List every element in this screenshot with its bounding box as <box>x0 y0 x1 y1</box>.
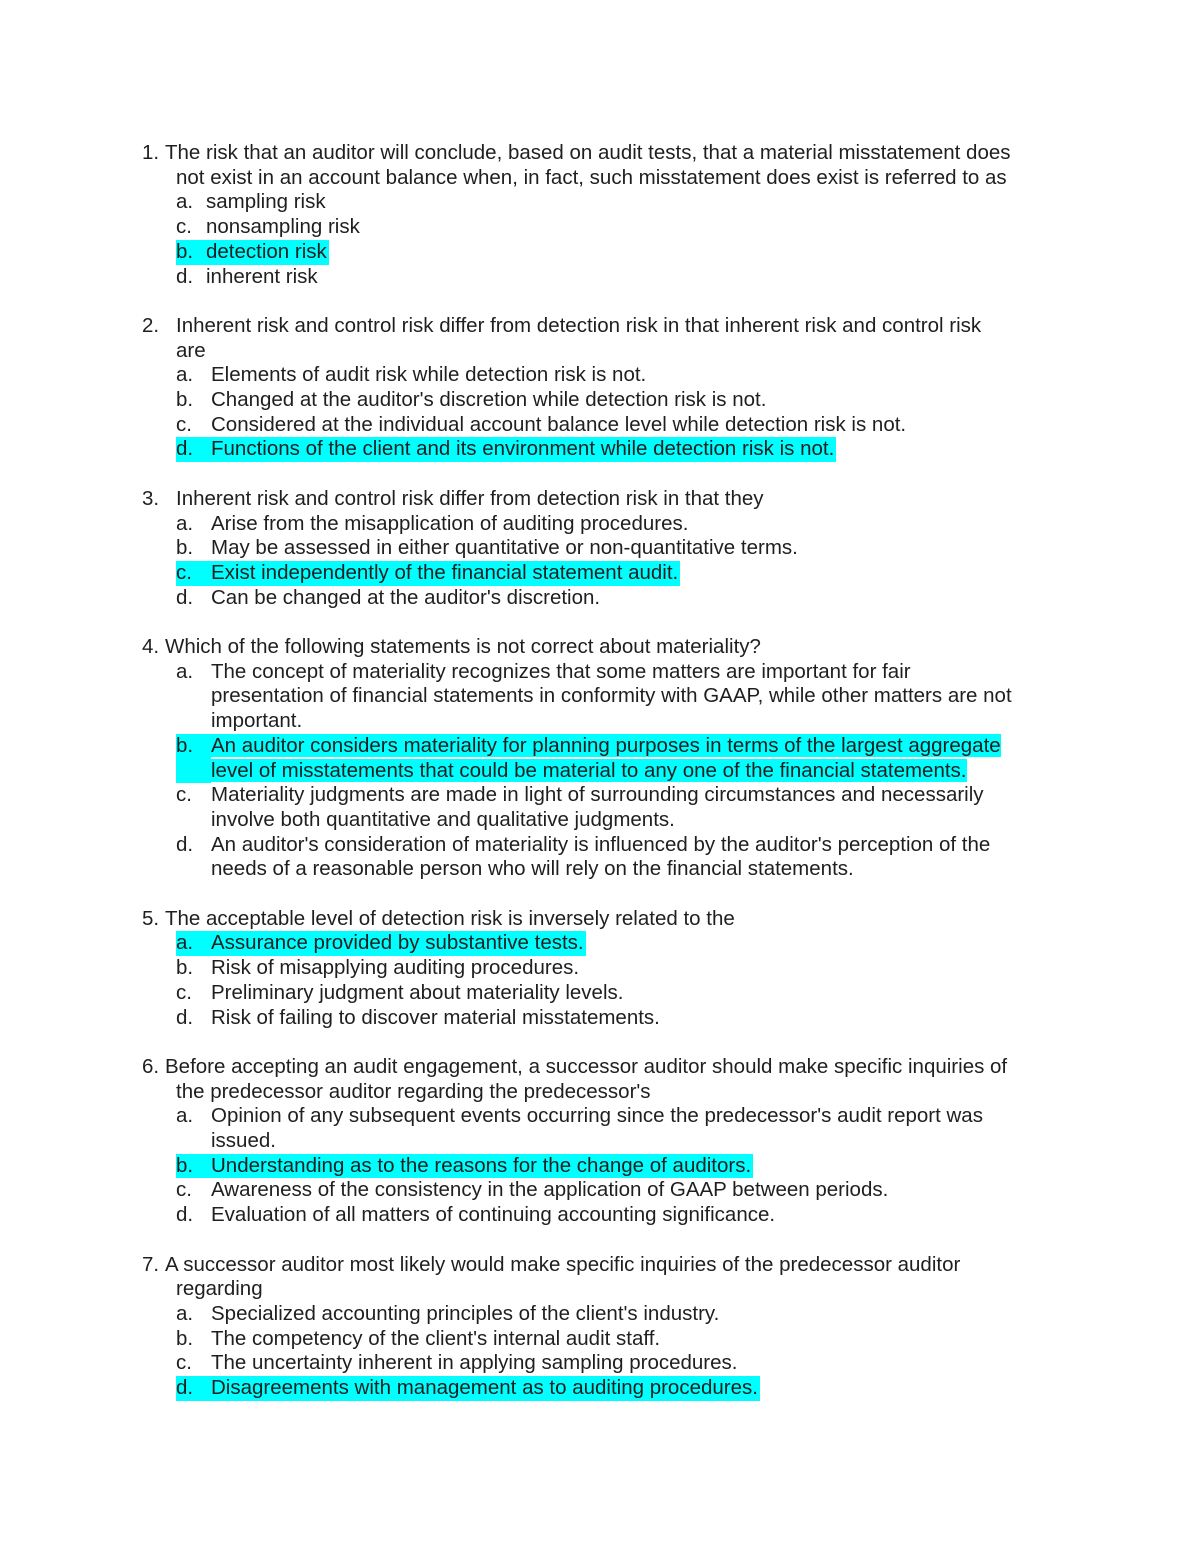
option-letter: c. <box>176 783 192 807</box>
option-letter: a. <box>176 659 194 683</box>
option-letter: c. <box>176 561 211 586</box>
option-text: Functions of the client and its environment while detection risk is not. <box>211 437 835 461</box>
option-text: Assurance provided by substantive tests. <box>211 931 584 955</box>
option-text <box>211 783 1072 832</box>
option-text: sampling risk <box>206 190 326 214</box>
option-text: Evaluation of all matters of continuing accounting significance. <box>211 1203 776 1227</box>
option-a <box>142 660 1072 734</box>
question-7 <box>142 1253 1072 1401</box>
question-2 <box>142 314 1072 462</box>
question-text-line: regarding <box>176 1277 263 1301</box>
option-d <box>142 586 1072 611</box>
option-text: Understanding as to the reasons for the change of auditors. <box>211 1153 752 1177</box>
option-text <box>211 734 1072 783</box>
option-letter: b. <box>176 388 194 412</box>
option-list <box>142 931 1072 1030</box>
option-letter: d. <box>176 585 194 609</box>
option-text <box>211 833 1072 882</box>
option-text <box>211 660 1072 734</box>
option-letter: b. <box>176 1154 211 1179</box>
question-number: 3. <box>142 486 160 510</box>
question-number: 6. <box>142 1054 160 1078</box>
option-text: The competency of the client's internal audit staff. <box>211 1326 661 1350</box>
option-text: Specialized accounting principles of the client's industry. <box>211 1301 720 1325</box>
option-letter: b. <box>176 536 194 560</box>
question-number: 7. <box>142 1252 160 1276</box>
option-c <box>142 215 1072 240</box>
option-text-line: An auditor's consideration of materiality is influenced by the auditor's perception of the <box>211 832 991 856</box>
option-letter: d. <box>176 1203 194 1227</box>
option-text-line: level of misstatements that could be material to any one of the financial statements. <box>211 758 967 782</box>
option-c <box>142 1351 1072 1376</box>
option-text-line: involve both quantitative and qualitative judgments. <box>211 807 675 831</box>
option-text-line: needs of a reasonable person who will rely on the financial statements. <box>211 857 854 881</box>
option-letter: c. <box>176 1351 192 1375</box>
option-list <box>142 1104 1072 1228</box>
option-a <box>142 190 1072 215</box>
option-letter: c. <box>176 1178 192 1202</box>
option-letter: a. <box>176 190 194 214</box>
question-text-line: not exist in an account balance when, in fact, such misstatement does exist is referred to as <box>176 165 1007 189</box>
option-text: Awareness of the consistency in the application of GAAP between periods. <box>211 1178 889 1202</box>
option-text: The uncertainty inherent in applying sampling procedures. <box>211 1351 738 1375</box>
option-letter: d. <box>176 264 194 288</box>
option-text: Exist independently of the financial statement audit. <box>211 560 679 584</box>
option-text-line: issued. <box>211 1129 276 1153</box>
question-text-line: The risk that an auditor will conclude, based on audit tests, that a material misstatement does <box>165 141 1011 164</box>
option-a <box>142 363 1072 388</box>
question-stem <box>142 1253 1072 1278</box>
question-text-line: The acceptable level of detection risk is inversely related to the <box>165 906 735 930</box>
option-d <box>142 1006 1072 1031</box>
option-text-line: The concept of materiality recognizes that some matters are important for fair <box>211 659 911 683</box>
option-b-correct-highlighted <box>142 1154 753 1179</box>
question-number: 2. <box>142 313 160 337</box>
question-5 <box>142 907 1072 1031</box>
option-a-correct-highlighted <box>142 931 586 956</box>
option-d-correct-highlighted <box>142 437 836 462</box>
option-c <box>142 981 1072 1006</box>
option-d-correct-highlighted <box>142 1376 760 1401</box>
question-stem <box>142 907 1072 932</box>
question-text-line: Inherent risk and control risk differ from detection risk in that they <box>176 486 764 510</box>
option-b <box>142 1327 1072 1352</box>
option-letter: d. <box>176 832 194 856</box>
question-3 <box>142 487 1072 611</box>
option-list <box>142 512 1072 611</box>
option-letter: b. <box>176 956 194 980</box>
option-list <box>142 1302 1072 1401</box>
question-1 <box>142 141 1072 289</box>
option-text: detection risk <box>206 239 327 263</box>
option-letter: c. <box>176 215 192 239</box>
option-text: Preliminary judgment about materiality levels. <box>211 980 624 1004</box>
option-text: Changed at the auditor's discretion while detection risk is not. <box>211 388 767 412</box>
option-letter: a. <box>176 1104 194 1128</box>
question-stem <box>142 635 1072 660</box>
option-letter: c. <box>176 412 192 436</box>
option-d <box>142 265 1072 290</box>
option-text: nonsampling risk <box>206 215 360 239</box>
option-list <box>142 363 1072 462</box>
question-text-line: the predecessor auditor regarding the predecessor's <box>176 1079 651 1103</box>
question-text-line: are <box>176 338 206 362</box>
option-b-correct-highlighted <box>142 734 1072 783</box>
option-a <box>142 1302 1072 1327</box>
option-letter: b. <box>176 734 211 783</box>
option-text: Disagreements with management as to auditing procedures. <box>211 1376 758 1400</box>
option-a <box>142 1104 1072 1153</box>
option-text: May be assessed in either quantitative or non-quantitative terms. <box>211 536 798 560</box>
option-text: inherent risk <box>206 264 318 288</box>
option-b <box>142 956 1072 981</box>
option-text-line: An auditor considers materiality for planning purposes in terms of the largest aggregate <box>211 733 1001 757</box>
option-letter: b. <box>176 1326 194 1350</box>
option-list <box>142 660 1072 882</box>
question-stem <box>142 141 1072 166</box>
option-text: Elements of audit risk while detection risk is not. <box>211 363 647 387</box>
option-text-line: important. <box>211 709 303 733</box>
question-text-line: Before accepting an audit engagement, a successor auditor should make specific inquiries of <box>165 1054 1008 1078</box>
option-letter: d. <box>176 1005 194 1029</box>
option-a <box>142 512 1072 537</box>
option-letter: a. <box>176 1301 194 1325</box>
option-text <box>211 1104 1072 1153</box>
option-letter: b. <box>176 240 206 265</box>
option-d <box>142 833 1072 882</box>
option-b-correct-highlighted <box>142 240 329 265</box>
option-text: Risk of misapplying auditing procedures. <box>211 956 580 980</box>
option-text-line: Materiality judgments are made in light of surrounding circumstances and necessarily <box>211 783 984 807</box>
option-text-line: presentation of financial statements in conformity with GAAP, while other matters are not <box>211 684 1012 708</box>
option-text: Arise from the misapplication of auditing procedures. <box>211 511 689 535</box>
question-stem <box>142 314 1072 339</box>
option-c-correct-highlighted <box>142 561 680 586</box>
question-stem <box>142 1055 1072 1080</box>
option-letter: a. <box>176 931 211 956</box>
option-d <box>142 1203 1072 1228</box>
option-c <box>142 1178 1072 1203</box>
question-4 <box>142 635 1072 882</box>
option-text: Considered at the individual account balance level while detection risk is not. <box>211 412 907 436</box>
question-number: 4. <box>142 635 160 659</box>
question-number: 1. <box>142 141 160 164</box>
option-b <box>142 536 1072 561</box>
option-list <box>142 190 1072 289</box>
option-c <box>142 783 1072 832</box>
question-number: 5. <box>142 906 160 930</box>
option-letter: a. <box>176 511 194 535</box>
question-list <box>142 141 1072 1425</box>
option-letter: a. <box>176 363 194 387</box>
option-text-line: Opinion of any subsequent events occurring since the predecessor's audit report was <box>211 1104 983 1128</box>
option-c <box>142 413 1072 438</box>
question-6 <box>142 1055 1072 1228</box>
question-stem <box>142 487 1072 512</box>
option-letter: c. <box>176 980 192 1004</box>
question-text-line: Inherent risk and control risk differ from detection risk in that inherent risk and control risk <box>176 313 982 337</box>
question-text-line: A successor auditor most likely would make specific inquiries of the predecessor auditor <box>165 1252 961 1276</box>
question-text-line: Which of the following statements is not correct about materiality? <box>165 635 761 659</box>
option-letter: d. <box>176 1376 211 1401</box>
option-text: Risk of failing to discover material misstatements. <box>211 1005 660 1029</box>
option-letter: d. <box>176 437 211 462</box>
option-text: Can be changed at the auditor's discretion. <box>211 585 601 609</box>
option-b <box>142 388 1072 413</box>
